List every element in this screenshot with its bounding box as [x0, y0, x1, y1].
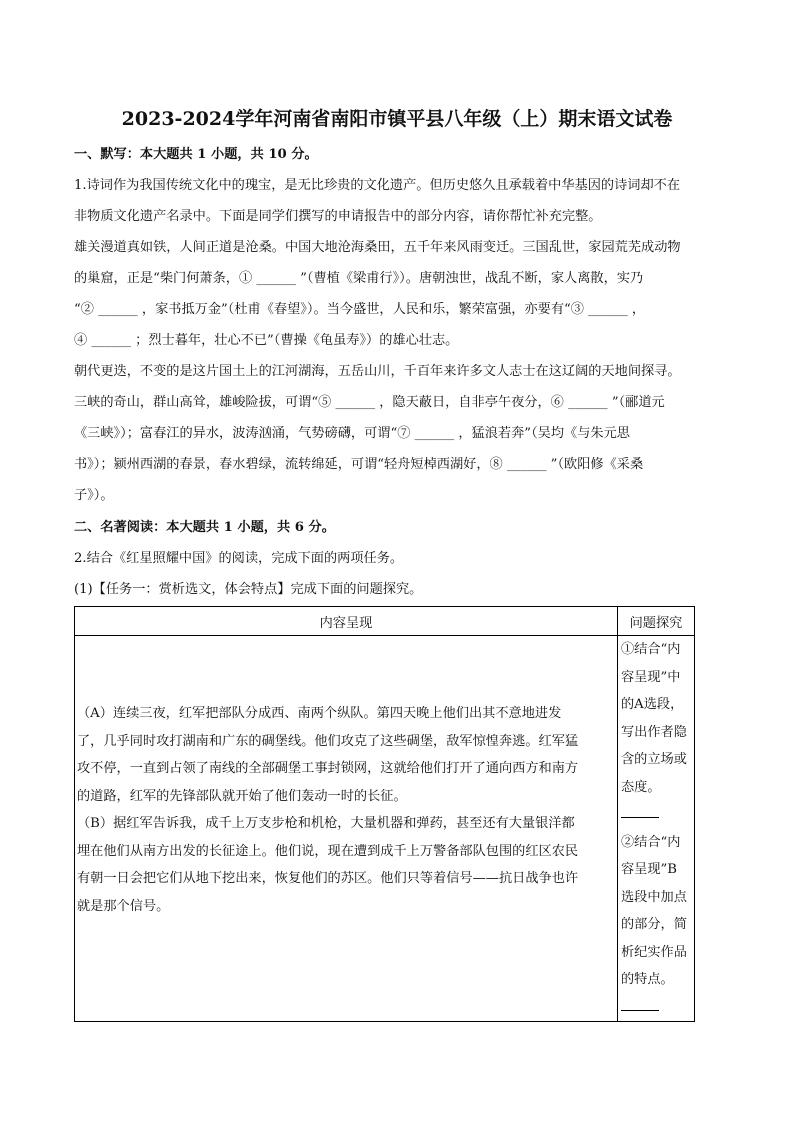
question-b-line: 的部分，简	[621, 917, 687, 932]
section1-heading: 一、默写：本大题共 1 小题，共 10 分。	[74, 147, 318, 162]
question-a-line: 的A选段，	[621, 697, 684, 712]
question-b-line: ②结合“内	[621, 834, 681, 850]
passage-b-line: 有朝一日会把它们从地下挖出来，恢复他们的苏区。他们只等着信号——抗日战争也许	[77, 871, 579, 886]
question-b-line: 析纪实作品	[621, 944, 687, 960]
q1-line-5: “② ______ ，家书抵万金”（杜甫《春望》）。当今盛世，人民和乐，繁荣富强，亦要有“③ ______ ，	[74, 302, 646, 317]
passage-a-line: 攻不停，一直到占领了南线的全部碉堡工事封锁网，这就给他们打开了通向西方和南方	[77, 761, 579, 776]
section2-heading: 二、名著阅读：本大题共 1 小题，共 6 分。	[74, 520, 335, 535]
q1-line-1: 1.诗词作为我国传统文化中的瑰宝，是无比珍贵的文化遗产。但历史悠久且承载着中华基因的诗词却不在	[74, 178, 681, 193]
passage-a	[77, 700, 613, 810]
question-b-line: 选段中加点	[621, 889, 687, 905]
q2-intro: 2.结合《红星照耀中国》的阅读，完成下面的两项任务。	[74, 551, 404, 566]
answer-blank-b[interactable]	[621, 994, 692, 1022]
question-a-line: 态度。	[621, 779, 661, 795]
passage-b-line: （B）据红军告诉我，成千上万支步枪和机枪，大量机器和弹药，甚至还有大量银洋都	[77, 816, 575, 831]
question-a-line: 含的立场或	[621, 752, 687, 767]
question-a-line: 写出作者隐	[621, 724, 687, 740]
page-title: 2023-2024学年河南省南阳市镇平县八年级（上）期末语文试卷	[121, 108, 673, 130]
q1-line-10: 书》）；颍州西湖的春景，春水碧绿，流转绵延，可谓“轻舟短棹西湖好，⑧ ______ ”（欧阳修《采桑	[74, 457, 644, 472]
passage-b-line: 埋在他们从南方出发的长征途上。他们说，现在遭到成千上万警备部队包围的红区农民	[77, 843, 579, 859]
inquiry-cell	[618, 636, 695, 1022]
passage-a-line: （A）连续三夜，红军把部队分成西、南两个纵队。第四天晚上他们出其不意地进发	[77, 706, 562, 721]
question-a-line: ①结合“内	[621, 642, 681, 657]
content-cell	[75, 636, 618, 1022]
question-b-line: 容呈现”B	[621, 862, 677, 877]
table-header-inquiry: 问题探究	[618, 607, 695, 636]
q1-line-7: 朝代更迭，不变的是这片国土上的江河湖海，五岳山川，千百年来许多文人志士在这辽阔的天地间探寻。	[74, 364, 681, 379]
q1-line-6: ④ ______ ；烈士暮年，壮心不已”（曹操《龟虽寿》）的雄心壮志。	[74, 333, 459, 348]
table-header-content: 内容呈现	[75, 607, 618, 636]
passage-a-line: 的道路，红军的先锋部队就开始了他们轰动一时的长征。	[77, 788, 407, 804]
answer-blank-a[interactable]	[621, 801, 692, 829]
question-b	[621, 829, 692, 1022]
q1-line-2: 非物质文化遗产名录中。下面是同学们撰写的申请报告中的部分内容，请你帮忙补充完整。	[74, 209, 602, 224]
passage-a-line: 了，几乎同时攻打湖南和广东的碉堡线。他们攻克了这些碉堡，敌军惊惶奔逃。红军猛	[77, 733, 579, 749]
q2-task1: (1)【任务一：赏析选文，体会特点】完成下面的问题探究。	[74, 582, 423, 597]
q1-line-9: 《三峡》）；富春江的异水，波涛汹涌，气势磅礴，可谓“⑦ ______ ，猛浪若奔”（吴均《与朱元思	[74, 426, 630, 441]
passage-b	[77, 810, 613, 920]
question-b-line: 的特点。	[621, 972, 674, 987]
q1-line-11: 子》）。	[74, 488, 114, 503]
q1-line-4: 的巢窟，正是“柴门何萧条，① ______ ”（曹植《梁甫行》）。唐朝浊世，战乱不断，家人离散，实乃	[74, 271, 644, 286]
passage-b-line: 就是那个信号。	[77, 898, 170, 914]
q1-line-3: 雄关漫道真如铁，人间正道是沧桑。中国大地沧海桑田，五千年来风雨变迁。三国乱世，家园荒芜成动物	[74, 240, 681, 255]
q1-line-8: 三峡的奇山，群山高耸，雄峻险拔，可谓“⑤ ______ ，隐天蔽日，自非亭午夜分，⑥ ______ ”（郦道元	[74, 395, 665, 410]
question-a-line: 容呈现”中	[621, 669, 681, 685]
question-a	[621, 636, 692, 829]
task-table	[74, 606, 695, 1022]
